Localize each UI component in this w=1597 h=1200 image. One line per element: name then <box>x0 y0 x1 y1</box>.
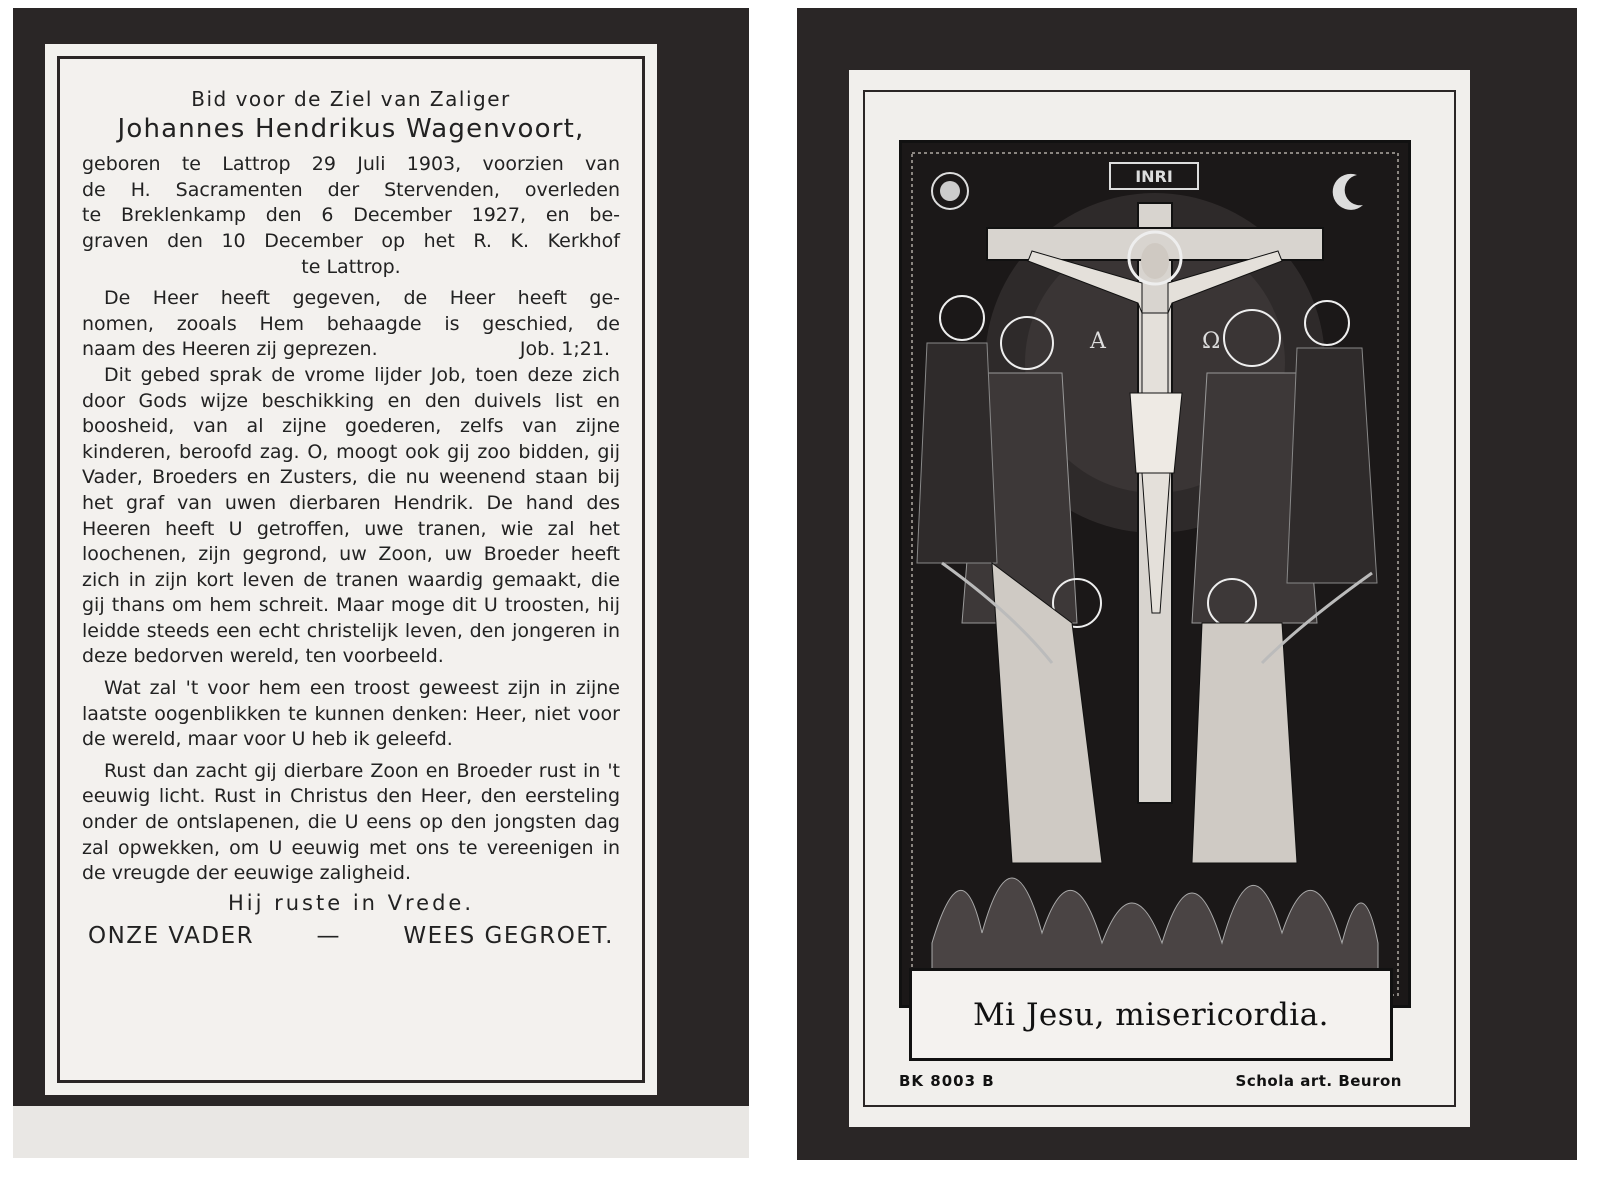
bio-line-5: te Lattrop. <box>301 255 401 278</box>
paragraph-rest: Rust dan zacht gij dierbare Zoon en Broeder rust in 't eeuwig licht. Rust in Christus den Heer, den eersteling onder de ontslapenen, die U eens op den jongsten dag zal opwekken, om U eeuwig met ons te vereenigen in de vreugde der eeuwige zaligheid. <box>82 759 620 885</box>
crucifixion-engraving <box>899 140 1411 1008</box>
print-code: BK 8003 B <box>899 1072 995 1090</box>
deceased-name: Johannes Hendrikus Wagenvoort, <box>117 113 585 144</box>
bio-line-1: geboren te Lattrop 29 Juli 1903, voorzien van <box>82 153 620 176</box>
caption-text: Mi Jesu, misericordia. <box>972 996 1330 1033</box>
moon-icon <box>1333 174 1363 210</box>
paragraph-job-prayer: Dit gebed sprak de vrome lijder Job, toen deze zich door Gods wijze beschikking en den duivels list en boosheid, van al zijne goederen, zelfs van zijne kinderen, beroofd zag. O, moogt ook gij zoo bidden, gij Vader, Broeders en Zusters, die nu weenend staan bij het graf van uwen dierbaren Hendrik. De hand des Heeren heeft U getroffen, uwe tranen, wie zal het loochenen, zijn gegrond, uw Zoon, uw Broeder heeft zich in zijn kort leven de tranen waardig gemaakt, die gij thans om hem schreit. Maar moge dit U troosten, hij leidde steeds een echt christelijk leven, den jongeren in deze bedorven wereld, ten voorbeeld. <box>82 363 620 668</box>
omega-symbol: Ω <box>1202 329 1221 354</box>
prayer-our-father: ONZE VADER <box>88 923 255 950</box>
quote-line-1: De Heer heeft gegeven, de Heer heeft ge- <box>104 287 620 310</box>
quote-reference: Job. 1;21. <box>519 338 610 361</box>
scan-margin <box>13 1106 749 1158</box>
text-panel <box>43 42 659 1097</box>
prayer-dash: — <box>316 923 341 950</box>
caption-box <box>909 968 1393 1061</box>
crucifixion-illustration <box>902 143 1408 1005</box>
text-frame <box>57 56 645 1083</box>
intro-line: Bid voor de Ziel van Zaliger <box>191 87 511 111</box>
quote-last: naam des Heeren zij geprezen. <box>82 338 378 361</box>
bio-line-3: te Breklenkamp den 6 December 1927, en be- <box>82 204 620 227</box>
quote-line-2: nomen, zooals Hem behaagde is geschied, de <box>82 312 620 335</box>
memorial-card-text-side <box>13 8 749 1158</box>
alpha-symbol: A <box>1090 329 1106 354</box>
quote-line-3 <box>82 337 620 363</box>
inri-text: INRI <box>1135 167 1173 186</box>
memorial-card-image-side <box>797 8 1577 1160</box>
bio-line-4: graven den 10 December op het R. K. Kerkhof <box>82 229 620 252</box>
bio-line-2: de H. Sacramenten der Stervenden, overleden <box>82 178 620 201</box>
paragraph-consolation: Wat zal 't voor hem een troost geweest zijn in zijne laatste oogenblikken te kunnen denken: Heer, niet voor de wereld, maar voor U heb ik geleefd. <box>82 677 620 751</box>
print-house: Schola art. Beuron <box>1235 1072 1402 1090</box>
prayer-line <box>82 924 620 950</box>
closing-line: Hij ruste in Vrede. <box>227 890 475 915</box>
image-panel <box>849 70 1470 1127</box>
prayer-hail-mary: WEES GEGROET. <box>403 923 614 950</box>
